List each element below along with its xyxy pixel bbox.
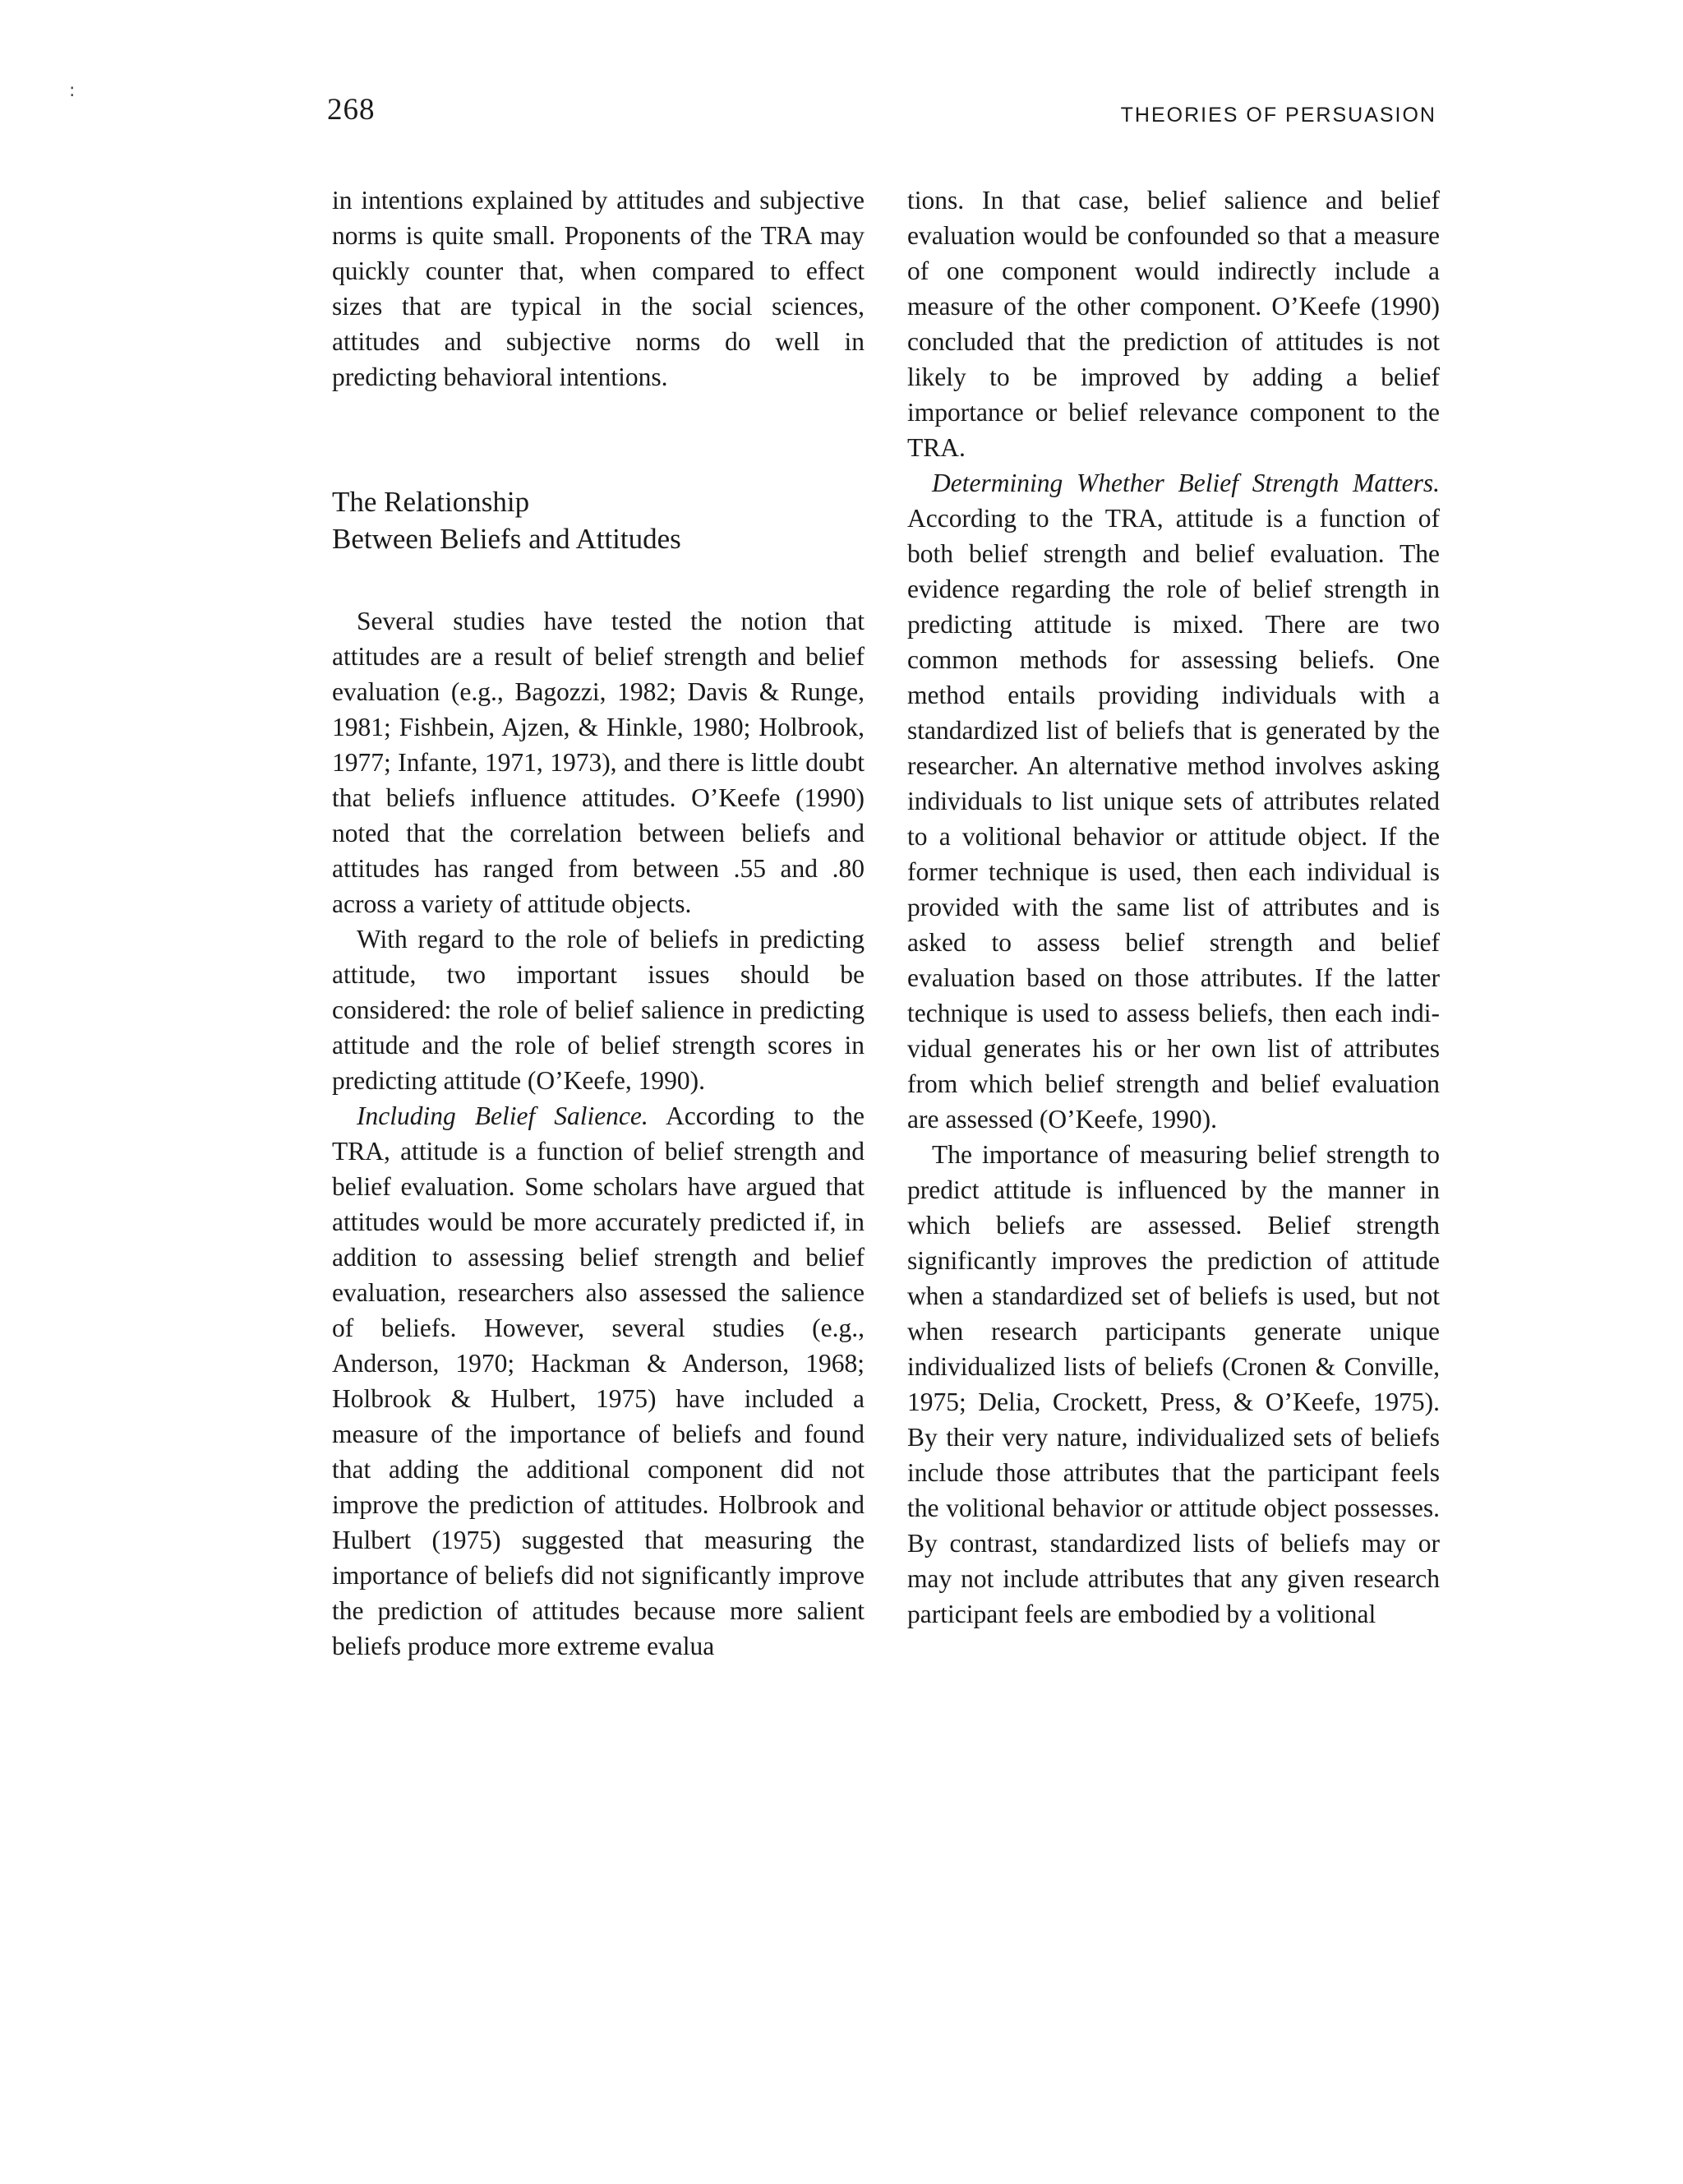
run-in-heading: Including Belief Salience.: [357, 1101, 648, 1130]
section-heading: [332, 483, 865, 557]
right-column: [907, 182, 1440, 1632]
paragraph: With regard to the role of beliefs in predicting attitude, two important issues should be considered: the role of belief salience in predicting attitude and the role of belief strength scores in predicting attitude (O’Keefe, 1990).: [332, 925, 865, 1095]
paragraph: in intentions explained by attitudes and subjective norms is quite small. Proponents of the TRA may quickly counter that, when compared to effect sizes that are typical in the social sciences, attitudes and subjective norms do well in predicting behavioral intentions.: [332, 186, 865, 391]
paragraph: [907, 465, 1440, 1137]
paragraph: [332, 1098, 865, 1664]
page-number: 268: [327, 93, 376, 127]
paragraph-body: According to the TRA, attitude is a function of both belief strength and belief evaluation. The evidence regarding the role of belief strength in predicting attitude is mixed. There are two common methods for assessing beliefs. One method entails providing individuals with a standardized list of beliefs that is generated by the researcher. An alternative method involves asking individuals to list unique sets of attributes related to a volitional behavior or attitude object. If the former technique is used, then each individual is provided with the same list of attributes and is asked to assess belief strength and belief evaluation based on those attributes. If the latter technique is used to assess beliefs, then each individual generates his or her own list of attributes from which belief strength and belief evaluation are assessed (O’Keefe, 1990).: [907, 504, 1440, 1134]
paragraph: Several studies have tested the notion that attitudes are a result of belief strength and belief evaluation (e.g., Bagozzi, 1982; Davis & Runge, 1981; Fishbein, Ajzen, & Hinkle, 1980; Holbrook, 1977; Infante, 1971, 1973), and there is little doubt that beliefs influence attitudes. O’Keefe (1990) noted that the correlation between beliefs and attitudes has ranged from between .55 and .80 across a variety of attitude objects.: [332, 607, 865, 918]
scan-artifact-icon: :: [69, 81, 76, 101]
section-heading-line-1: The Relationship: [332, 486, 530, 518]
section-heading-line-2: Between Beliefs and Attitudes: [332, 523, 681, 555]
run-in-heading: Determining Whether Belief Strength Matters.: [932, 469, 1440, 497]
paragraph: The importance of measuring belief strength to predict attitude is influenced by the manner in which beliefs are assessed. Belief strength significantly improves the prediction of attitude when a standardized set of beliefs is used, but not when research participants generate unique individualized lists of beliefs (Cronen & Conville, 1975; Delia, Crockett, Press, & O’Keefe, 1975). By their very nature, individualized sets of beliefs include those attributes that the participant feels the volitional behavior or attitude object possesses. By contrast, standardized lists of beliefs may or may not include attributes that any given research participant feels are embodied by a volitional: [907, 1140, 1440, 1628]
left-column: [332, 182, 865, 1664]
paragraph: tions. In that case, belief salience and belief evaluation would be confounded so that a measure of one component would indirectly include a measure of the other component. O’Keefe (1990) concluded that the prediction of attitudes is not likely to be improved by adding a belief importance or belief relevance component to the TRA.: [907, 186, 1440, 462]
paragraph-body: According to the TRA, attitude is a function of belief strength and belief evaluation. Some scholars have argued that attitudes would be more accurately predicted if, in addition to assessing belief strength and belief evaluation, researchers also assessed the salience of beliefs. However, several studies (e.g., Anderson, 1970; Hackman & Anderson, 1968; Holbrook & Hulbert, 1975) have included a measure of the importance of beliefs and found that adding the additional component did not improve the prediction of attitudes. Holbrook and Hulbert (1975) suggested that measuring the importance of beliefs did not significantly improve the prediction of attitudes because more salient beliefs produce more extreme evalua: [332, 1101, 865, 1660]
running-head: THEORIES OF PERSUASION: [1120, 104, 1436, 127]
